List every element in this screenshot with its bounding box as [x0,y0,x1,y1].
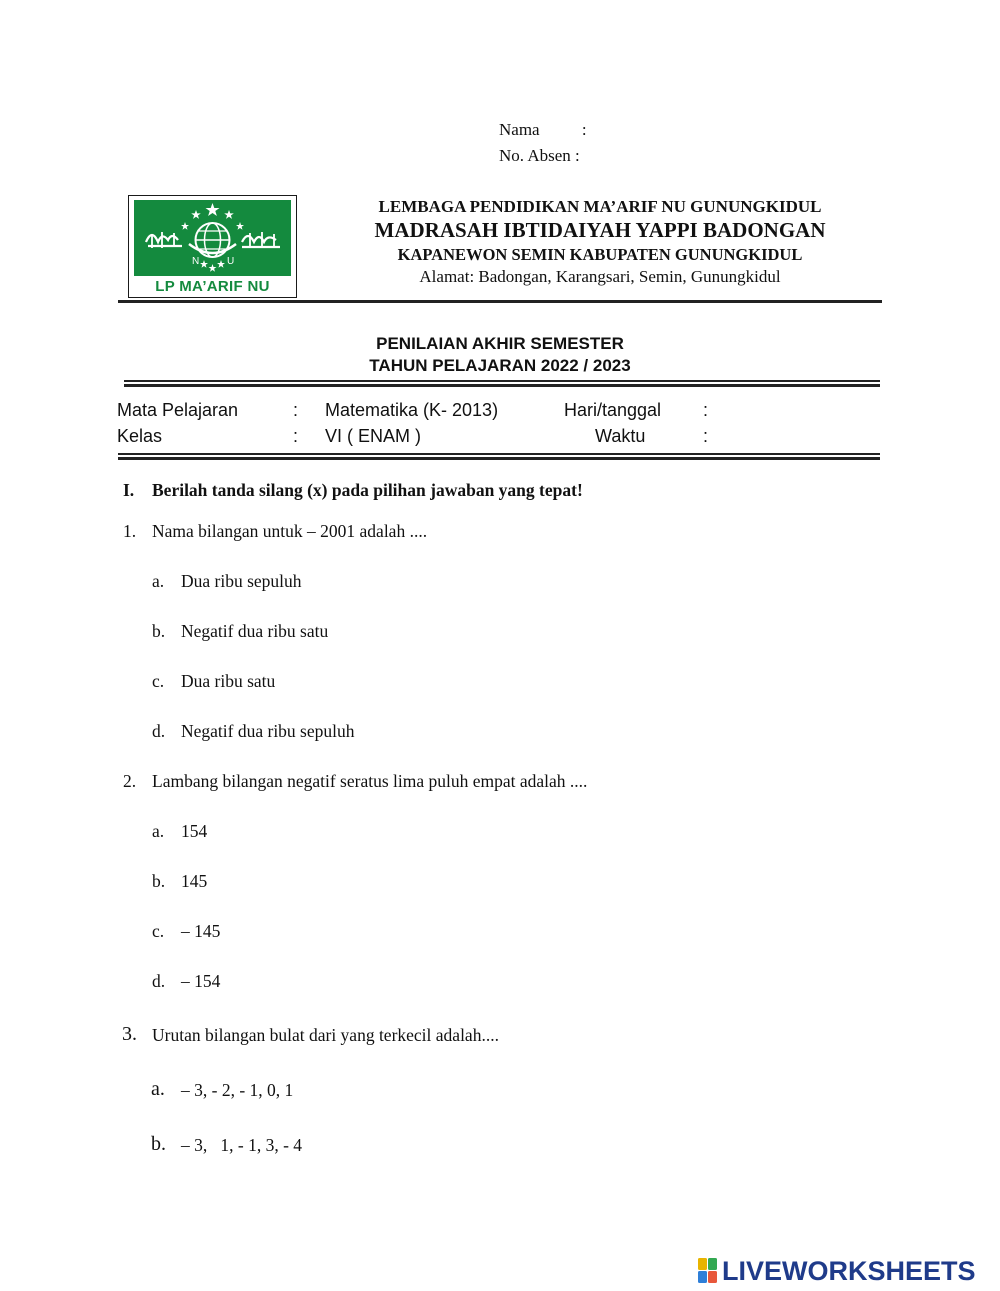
exam-year: TAHUN PELAJARAN 2022 / 2023 [369,356,631,375]
absen-label: No. Absen : [499,146,580,165]
title-divider-thick [124,384,880,387]
option-text: 145 [181,871,208,891]
option-letter: d. [152,971,166,991]
option-letter: a. [151,1078,165,1100]
question-text: Nama bilangan untuk – 2001 adalah .... [152,521,428,541]
logo-emblem [134,200,291,276]
time-colon: : [703,426,709,446]
day-colon: : [703,400,709,420]
option-letter: b. [152,621,166,641]
liveworksheets-logo-icon [698,1258,718,1284]
question-number: 2. [123,771,137,791]
question-text: Lambang bilangan negatif seratus lima puluh empat adalah .... [152,771,588,791]
time-label: Waktu [595,426,646,446]
liveworksheets-watermark [698,1256,976,1286]
option-text: – 3, 1, - 1, 3, - 4 [181,1135,303,1155]
option-letter: c. [152,921,165,941]
option-text: – 145 [181,921,221,941]
subject-label: Mata Pelajaran [117,400,239,420]
header-school: MADRASAH IBTIDAIYAH YAPPI BADONGAN [374,218,826,242]
option-letter: d. [152,721,166,741]
header-divider [118,300,882,303]
logo-caption: LP MA’ARIF NU [155,278,270,295]
header-institution: LEMBAGA PENDIDIKAN MA’ARIF NU GUNUNGKIDUL [378,197,822,216]
option-text: Negatif dua ribu sepuluh [181,721,355,741]
option-letter: b. [152,871,166,891]
name-field [499,117,587,143]
logo-letter-u: U [227,256,235,267]
name-colon: : [581,120,587,139]
lp-maarif-nu-logo [128,195,297,298]
section-number: I. [123,480,135,500]
name-label: Nama [499,120,540,139]
day-label: Hari/tanggal [564,400,662,420]
option-letter: c. [152,671,165,691]
absen-field [499,143,580,169]
class-value: VI ( ENAM ) [325,426,422,446]
option-text: – 3, - 2, - 1, 0, 1 [181,1080,294,1100]
option-letter: a. [152,571,165,591]
option-text: Dua ribu sepuluh [181,571,302,591]
info-divider-thick [118,457,880,460]
nu-globe-icon [134,200,291,276]
option-text: Dua ribu satu [181,671,276,691]
info-divider-thin [118,453,880,455]
option-letter: b. [151,1133,166,1155]
logo-letter-n: N [192,256,200,267]
header-address: Alamat: Badongan, Karangsari, Semin, Gunungkidul [419,267,781,286]
subject-value: Matematika (K- 2013) [325,400,499,420]
option-text: – 154 [181,971,221,991]
question-text: Urutan bilangan bulat dari yang terkecil adalah.... [152,1025,499,1045]
option-text: Negatif dua ribu satu [181,621,329,641]
class-colon: : [293,426,299,446]
title-divider-thin [124,380,880,382]
section-instruction: Berilah tanda silang (x) pada pilihan jawaban yang tepat! [152,480,583,500]
question-number: 3. [122,1023,137,1045]
watermark-text: LIVEWORKSHEETS [722,1255,976,1286]
header-district: KAPANEWON SEMIN KABUPATEN GUNUNGKIDUL [397,245,803,264]
subject-colon: : [293,400,299,420]
option-text: 154 [181,821,208,841]
option-letter: a. [152,821,165,841]
class-label: Kelas [117,426,163,446]
question-number: 1. [123,521,137,541]
exam-title: PENILAIAN AKHIR SEMESTER [376,334,624,353]
